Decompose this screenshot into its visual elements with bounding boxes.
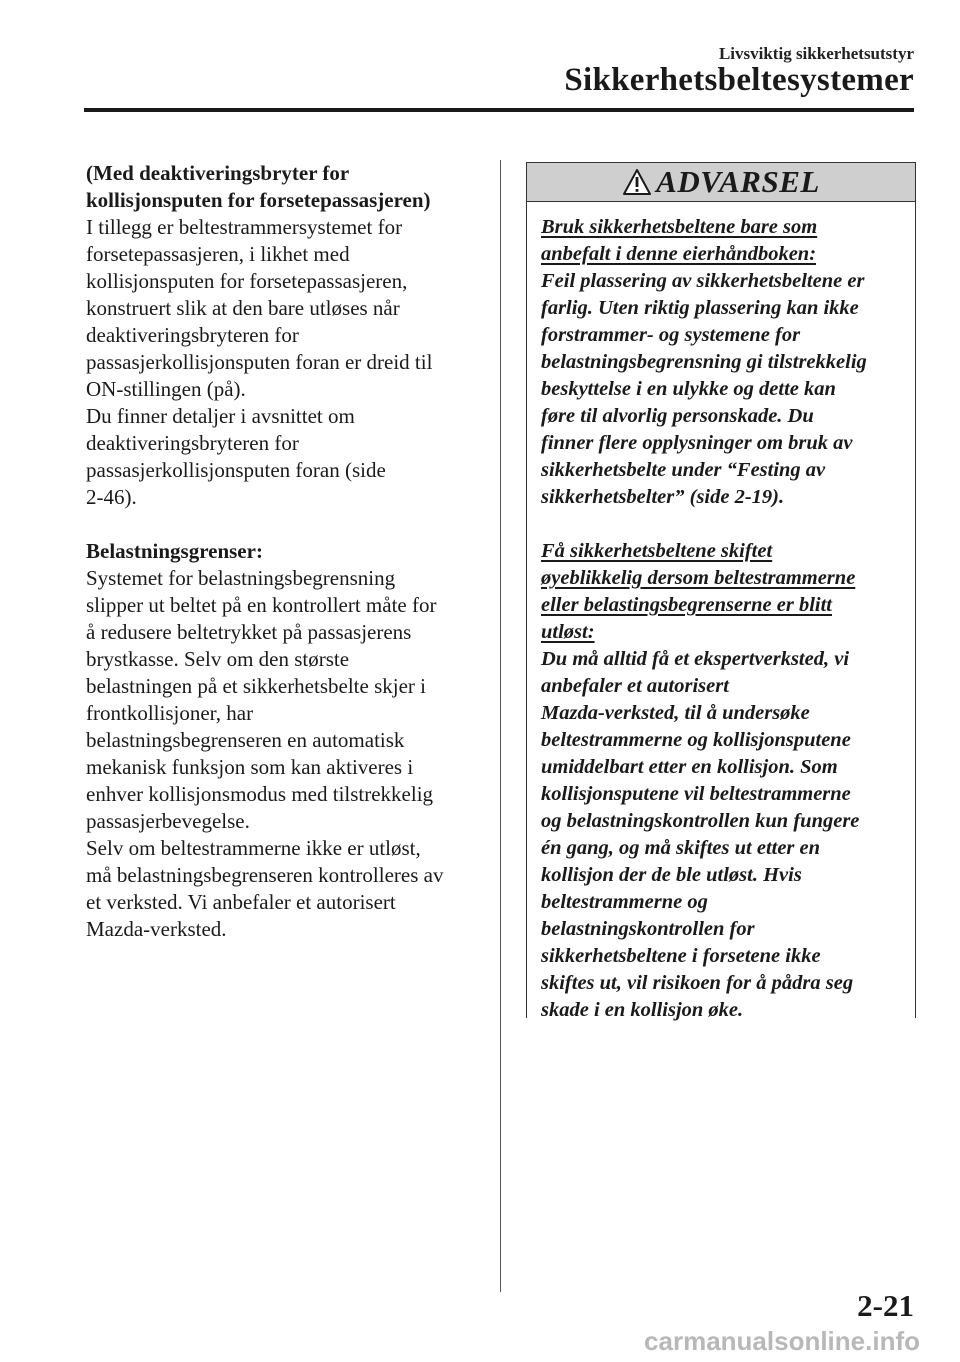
text-line: én gang, og må skiftes ut etter en xyxy=(541,837,821,859)
text-line: finner flere opplysninger om bruk av xyxy=(541,432,853,454)
text-line: konstruert slik at den bare utløses når xyxy=(86,296,400,320)
text-line: Bruk sikkerhetsbeltene bare som xyxy=(541,216,818,238)
text-line: belastningen på et sikkerhetsbelte skjer i xyxy=(86,674,426,698)
header-rule xyxy=(84,108,914,112)
text-line: Du må alltid få et ekspertverksted, vi xyxy=(541,648,850,670)
text-line: belastningsbegrensning gi tilstrekkelig xyxy=(541,351,867,373)
text-line: ON-stillingen (på). xyxy=(86,377,246,401)
para-pretensioner xyxy=(86,214,486,511)
text-line: må belastningsbegrenseren kontrolleres av xyxy=(86,863,444,887)
warning-body xyxy=(527,202,915,1024)
warning-text-correct-use xyxy=(541,268,909,511)
text-line: kollisjonsputene vil beltestrammerne xyxy=(541,783,851,805)
warning-box xyxy=(526,162,916,1021)
text-line: Mazda-verksted, til å undersøke xyxy=(541,702,810,724)
text-line: deaktiveringsbryteren for xyxy=(86,431,299,455)
text-line: å redusere beltetrykket på passasjerens xyxy=(86,620,412,644)
warning-heading-replace xyxy=(541,538,909,646)
heading-deactivation-line1: (Med deaktiveringsbryter for xyxy=(86,161,350,185)
text-line: brystkasse. Selv om den største xyxy=(86,647,350,671)
text-line: anbefaler et autorisert xyxy=(541,675,729,697)
text-line: belastningskontrollen for xyxy=(541,918,755,940)
text-line: kollisjonsputen for forsetepassasjeren, xyxy=(86,269,408,293)
page-title: Sikkerhetsbeltesystemer xyxy=(564,62,914,98)
text-line: beltestrammerne og xyxy=(541,891,708,913)
warning-text-replace xyxy=(541,646,909,1024)
text-line: kollisjon der de ble utløst. Hvis xyxy=(541,864,802,886)
text-line: sikkerhetsbelter” (side 2-19). xyxy=(541,486,785,508)
warning-title: ADVARSEL xyxy=(656,164,820,199)
text-line: Feil plassering av sikkerhetsbeltene er xyxy=(541,270,865,292)
para-load-limiters xyxy=(86,565,486,943)
text-line: anbefalt i denne eierhåndboken: xyxy=(541,243,817,265)
text-line: belastningsbegrenseren en automatisk xyxy=(86,728,405,752)
text-line: passasjerkollisjonsputen foran (side xyxy=(86,458,386,482)
text-line: forstrammer- og systemene for xyxy=(541,324,801,346)
watermark: carmanualsonline.info xyxy=(644,1326,920,1356)
warning-heading-correct-use xyxy=(541,214,909,268)
text-line: umiddelbart etter en kollisjon. Som xyxy=(541,756,838,778)
text-line: passasjerkollisjonsputen foran er dreid til xyxy=(86,350,433,374)
text-line: Selv om beltestrammerne ikke er utløst, xyxy=(86,836,421,860)
text-line: skiftes ut, vil risikoen for å pådra seg xyxy=(541,972,854,994)
text-line: I tillegg er beltestrammersystemet for xyxy=(86,215,403,239)
heading-load-limiters: Belastningsgrenser: xyxy=(86,539,263,563)
text-line: skade i en kollisjon øke. xyxy=(541,999,744,1021)
text-line: Mazda-verksted. xyxy=(86,917,227,941)
text-line: sikkerhetsbeltene i forsetene ikke xyxy=(541,945,821,967)
text-line: passasjerbevegelse. xyxy=(86,809,250,833)
text-line: frontkollisjoner, har xyxy=(86,701,254,725)
text-line: Systemet for belastningsbegrensning xyxy=(86,566,396,590)
heading-deactivation-line2: kollisjonsputen for forsetepassasjeren) xyxy=(86,188,431,212)
text-line: forsetepassasjeren, i likhet med xyxy=(86,242,350,266)
text-line: mekanisk funksjon som kan aktiveres i xyxy=(86,755,414,779)
text-line: og belastningskontrollen kun fungere xyxy=(541,810,860,832)
text-line: slipper ut beltet på en kontrollert måte for xyxy=(86,593,437,617)
warning-header xyxy=(526,162,916,202)
text-line: 2-46). xyxy=(86,485,137,509)
text-line: et verksted. Vi anbefaler et autorisert xyxy=(86,890,396,914)
left-column xyxy=(86,160,486,943)
text-line: Få sikkerhetsbeltene skiftet xyxy=(541,540,773,562)
page-number: 2-21 xyxy=(857,1288,914,1323)
section-label: Livsviktig sikkerhetsutstyr xyxy=(718,44,914,63)
text-line: beskyttelse i en ulykke og dette kan xyxy=(541,378,836,400)
text-line: eller belastingsbegrenserne er blitt xyxy=(541,594,832,616)
warning-triangle-icon xyxy=(622,168,652,196)
text-line: beltestrammerne og kollisjonsputene xyxy=(541,729,851,751)
text-line: Du finner detaljer i avsnittet om xyxy=(86,404,355,428)
text-line: enhver kollisjonsmodus med tilstrekkelig xyxy=(86,782,434,806)
column-divider xyxy=(500,160,501,1292)
text-line: deaktiveringsbryteren for xyxy=(86,323,299,347)
text-line: øyeblikkelig dersom beltestrammerne xyxy=(541,567,856,589)
text-line: utløst: xyxy=(541,621,595,643)
text-line: sikkerhetsbelte under “Festing av xyxy=(541,459,826,481)
text-line: farlig. Uten riktig plassering kan ikke xyxy=(541,297,859,319)
text-line: føre til alvorlig personskade. Du xyxy=(541,405,814,427)
